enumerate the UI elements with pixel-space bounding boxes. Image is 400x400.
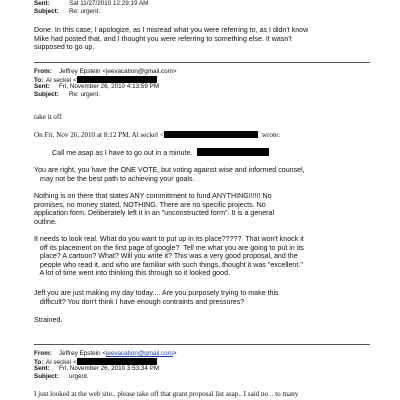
- quote-intro-start: On Fri, Nov 26, 2010 at 8:12 PM, Al seckel <: [34, 131, 164, 139]
- body-line: supposed to go up.: [34, 43, 95, 51]
- body-line: off its placement on the first page of google? Tell me what you are going to put in its: [34, 243, 304, 252]
- quoted-call-text: Call me asap as I have to go out in a minute.: [52, 149, 193, 157]
- redaction-block: [197, 148, 269, 156]
- body-line: A lot of time went into thinking this through so it looked good.: [34, 269, 230, 277]
- quote-intro: [34, 131, 374, 140]
- body-line: Nothing is on there that states ANY committment to fund ANYTHING!!!!!! No: [34, 192, 272, 200]
- header-from-row: [34, 350, 177, 358]
- header-value: Al seckel <: [46, 76, 77, 84]
- header-label: To:: [34, 358, 44, 366]
- redaction-block: [164, 131, 258, 138]
- header-subject-row: [34, 8, 100, 16]
- header-label: Subject:: [34, 7, 59, 15]
- quoted-call-request: [52, 148, 269, 158]
- header-label: Sent:: [34, 365, 50, 372]
- header-label: Subject:: [34, 372, 59, 380]
- body-line: Mike had posted that, and I thought you were referring to something else. It wasn't: [34, 34, 292, 43]
- body-line: place? A cartoon? What? Will you write it? This was a very good proposal, and the: [34, 252, 298, 260]
- header-value: Al seckel <: [46, 358, 77, 366]
- paragraph-4: [34, 289, 374, 306]
- header-value: Fri, November 26, 2010 3:53:34 PM: [59, 365, 160, 372]
- body-line: It needs to look real. What do you want to put up in its place????? That won't knock it: [34, 235, 304, 243]
- redaction-block: [77, 76, 157, 83]
- header-subject-row: [34, 91, 100, 99]
- body-line: may not be the best path to achieving your goals.: [34, 174, 195, 183]
- quote-intro-end: wrote:: [261, 131, 281, 139]
- header-label: From:: [34, 350, 52, 357]
- header-sent-row: [34, 83, 159, 91]
- header-subject-row: [34, 373, 89, 381]
- closing-text: Strained.: [34, 316, 63, 324]
- body-line: Done. In this case, I apologize, as I misread what you were referring to, as I didn't know: [34, 26, 309, 34]
- header-value: >: [172, 350, 177, 357]
- header-label: Sent:: [34, 83, 50, 90]
- body-line: difficult? You don't think I have enough contraints and pressures?: [34, 297, 245, 306]
- header-value: Jeffrey Epstein <: [59, 350, 106, 357]
- body-line: You are right, you have the ONE VOTE, but voting against wise and informed counsel,: [34, 166, 305, 174]
- header-value: Jeffrey Epstein <jeevacation@gmail.com>: [59, 68, 177, 75]
- header-sent-row: [34, 0, 148, 8]
- reply-text: take it off: [34, 113, 62, 121]
- header-value: Fri, November 26, 2010 4:13:59 PM: [59, 83, 160, 90]
- email-body-bottom: I just looked at the web site.. please take off that grant proposal list asap.. I said no .. to many: [34, 390, 299, 398]
- body-line: outline.: [34, 217, 57, 226]
- paragraph-2: [34, 192, 374, 226]
- header-label: To:: [34, 76, 44, 84]
- email-separator: [34, 344, 370, 345]
- body-line: promises, no money stated, NOTHING. There are no specific projects. No: [34, 200, 266, 209]
- header-value: Re: urgent.: [69, 7, 101, 15]
- body-line: application form. Deliberately left it in an "unconstructed form". It is a general: [34, 209, 275, 217]
- email-separator: [34, 62, 370, 63]
- header-value: Re: urgent.: [69, 90, 101, 98]
- header-value: Sat 11/27/2010 12:29:19 AM: [69, 0, 149, 7]
- body-line: Jeff you are just making my day today.... Are you purposely trying to make this: [34, 289, 279, 297]
- redaction-block: [77, 358, 157, 365]
- body-line: people who read it, and who are familiar with such things, thought it was "excellent.": [34, 260, 303, 269]
- email-body-top: [34, 26, 374, 52]
- header-label: Sent:: [34, 0, 50, 7]
- header-from-row: [34, 68, 177, 76]
- header-value: urgent.: [69, 372, 89, 380]
- header-label: From:: [34, 68, 52, 75]
- header-sent-row: [34, 365, 159, 373]
- paragraph-1: [34, 166, 374, 183]
- paragraph-3: [34, 235, 374, 278]
- header-label: Subject:: [34, 90, 59, 98]
- sender-email-link[interactable]: jeevacation@gmail.com: [105, 350, 173, 357]
